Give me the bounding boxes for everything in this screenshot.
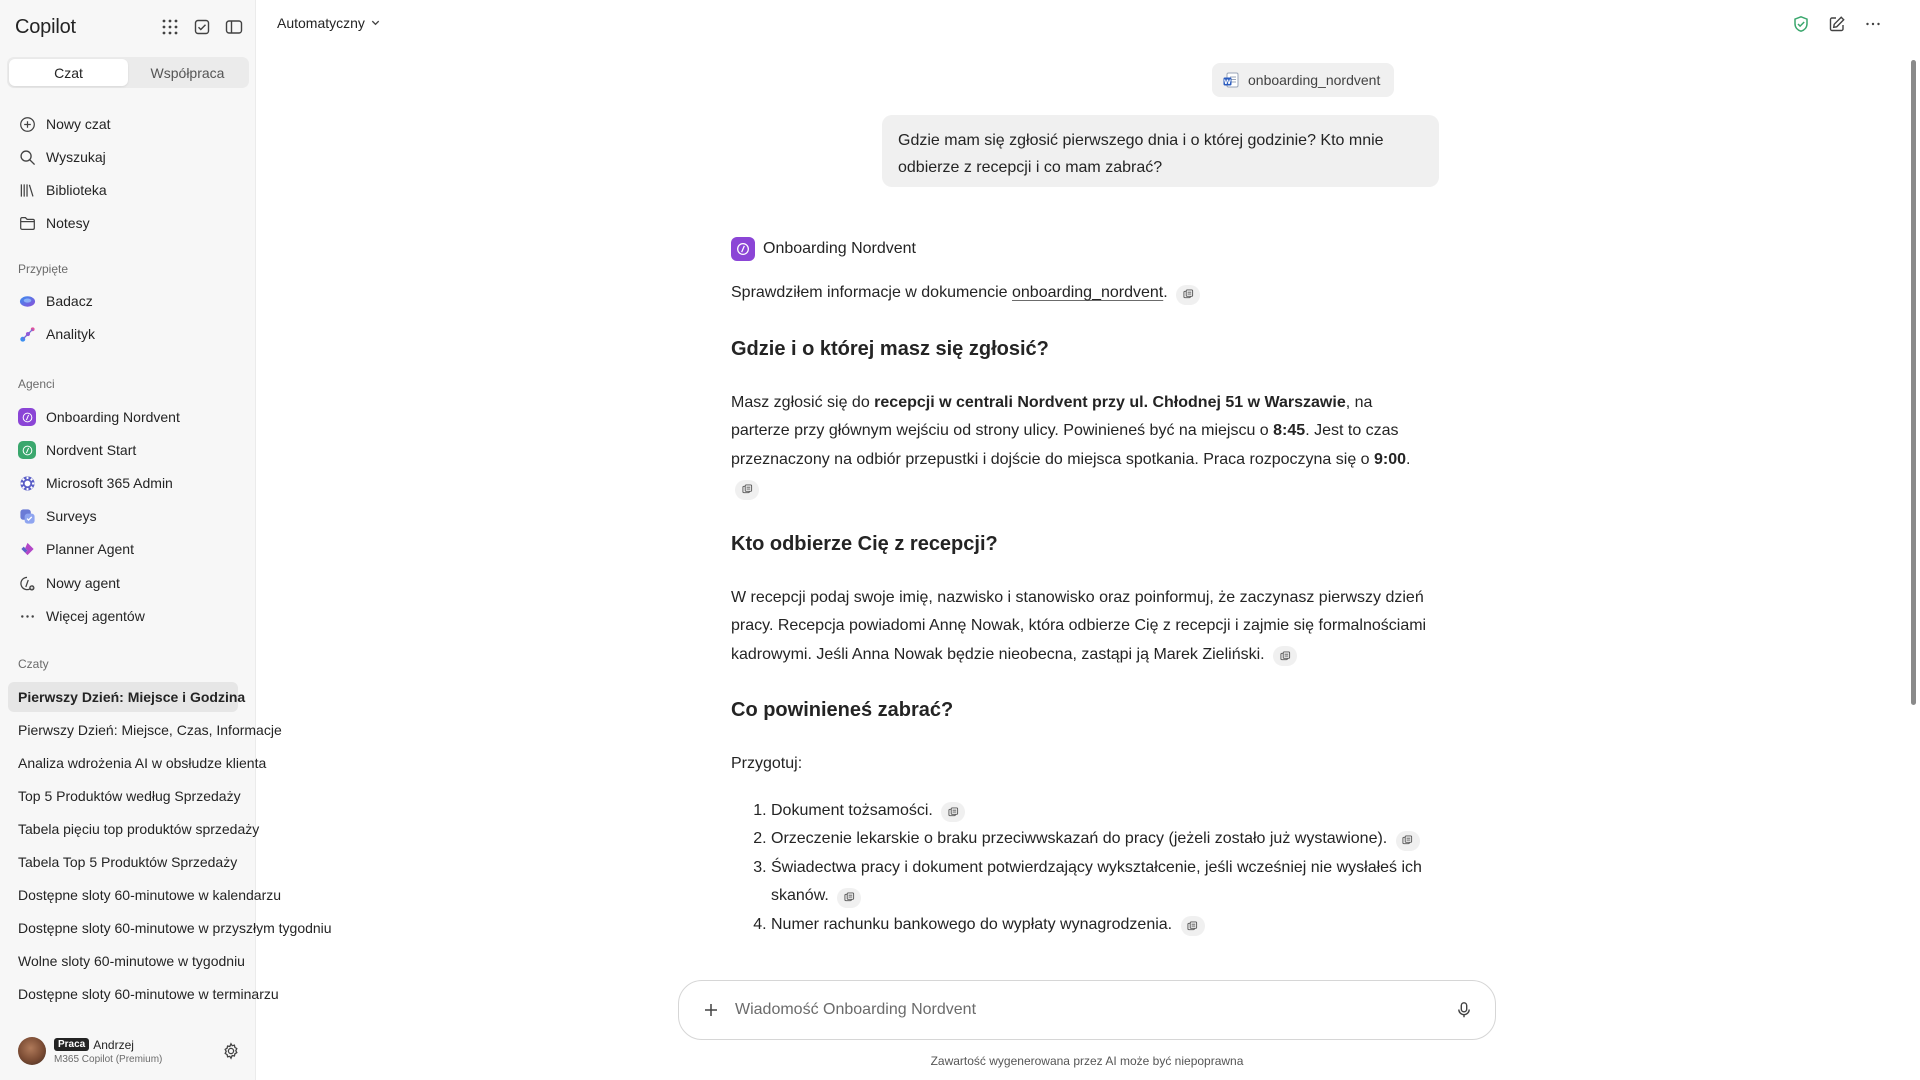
- new-chat-compose-icon[interactable]: [1826, 13, 1848, 35]
- user-plan: M365 Copilot (Premium): [54, 1053, 163, 1065]
- more-dots-icon: [18, 607, 36, 625]
- section-agents-label: Agenci: [18, 377, 55, 391]
- section-chats-label: Czaty: [18, 657, 49, 671]
- response-heading: Kto odbierze Cię z recepcji?: [731, 532, 998, 555]
- planner-icon: [18, 540, 36, 558]
- brand-row: [15, 14, 245, 40]
- nav-label: Microsoft 365 Admin: [46, 475, 173, 491]
- user-message-bubble: [882, 115, 1439, 187]
- citation-icon[interactable]: [1176, 285, 1200, 305]
- shield-check-icon[interactable]: [1790, 13, 1812, 35]
- scroll-fade: [700, 962, 1460, 982]
- chat-history-item[interactable]: Dostępne sloty 60-minutowe w kalendarzu: [18, 887, 282, 903]
- agent-item-planner[interactable]: [8, 534, 246, 564]
- nav-label: Notesy: [46, 215, 90, 231]
- citation-icon[interactable]: [941, 802, 965, 822]
- nav-label: Onboarding Nordvent: [46, 409, 180, 425]
- plus-circle-icon: [18, 115, 36, 133]
- new-agent-button[interactable]: [8, 568, 246, 598]
- library-icon: [18, 181, 36, 199]
- nav-label: Nowy czat: [46, 116, 111, 132]
- assistant-response: [731, 236, 1431, 939]
- citation-icon[interactable]: [1181, 916, 1205, 936]
- agent-item-nordvent-start[interactable]: [8, 435, 246, 465]
- nav-label: Analityk: [46, 326, 96, 342]
- chat-history-item[interactable]: Wolne sloty 60-minutowe w tygodniu: [18, 953, 245, 969]
- nav-label: Więcej agentów: [46, 608, 145, 624]
- list-item: 2. Orzeczenie lekarskie o braku przeciwwskazań do pracy (jeżeli zostało już wystawione).: [771, 825, 1431, 854]
- chat-history-item[interactable]: Pierwszy Dzień: Miejsce, Czas, Informacje: [18, 722, 282, 738]
- tasks-check-icon[interactable]: [191, 16, 213, 38]
- message-input[interactable]: [735, 1001, 1435, 1019]
- work-badge: Praca: [54, 1038, 89, 1051]
- model-label: Automatyczny: [277, 15, 365, 31]
- pinned-item-researcher[interactable]: [8, 286, 246, 316]
- response-paragraph: Przygotuj:: [731, 755, 803, 772]
- more-agents-button[interactable]: [8, 601, 246, 631]
- message-composer: [678, 980, 1496, 1040]
- search-icon: [18, 148, 36, 166]
- tab-chat[interactable]: Czat: [9, 59, 128, 86]
- citation-icon[interactable]: [837, 888, 861, 908]
- researcher-icon: [18, 292, 36, 310]
- top-actions: [1790, 13, 1884, 35]
- citation-icon[interactable]: [1273, 646, 1297, 666]
- response-intro: Sprawdziłem informacje w dokumencie onboarding_nordvent.: [731, 279, 1431, 308]
- chat-history-item[interactable]: Tabela Top 5 Produktów Sprzedaży: [18, 854, 238, 870]
- chat-history-item[interactable]: Top 5 Produktów według Sprzedaży: [18, 788, 241, 804]
- nav-library[interactable]: [8, 175, 246, 205]
- nav-label: Planner Agent: [46, 541, 134, 557]
- chat-history-item[interactable]: Dostępne sloty 60-minutowe w terminarzu: [18, 986, 279, 1002]
- list-item: 3. Świadectwa pracy i dokument potwierdzający wykształcenie, jeśli wcześniej nie wysłałeś ich skanów.: [771, 854, 1431, 911]
- nav-label: Surveys: [46, 508, 97, 524]
- response-heading: Co powinieneś zabrać?: [731, 699, 954, 721]
- model-selector[interactable]: [277, 15, 381, 31]
- settings-gear-icon[interactable]: [220, 1040, 242, 1062]
- scrollbar-thumb[interactable]: [1911, 60, 1916, 705]
- microphone-icon[interactable]: [1453, 999, 1475, 1021]
- apps-grid-icon[interactable]: [159, 16, 181, 38]
- nav-label: Nordvent Start: [46, 442, 137, 458]
- sidebar-toggle-icon[interactable]: [223, 16, 245, 38]
- agent-item-m365-admin[interactable]: [8, 468, 246, 498]
- avatar: [18, 1037, 46, 1065]
- citation-icon[interactable]: [1396, 831, 1420, 851]
- nav-label: Biblioteka: [46, 182, 107, 198]
- file-chip-label: onboarding_nordvent: [1248, 72, 1381, 88]
- nav-label: Wyszukaj: [46, 149, 106, 165]
- nav-notebooks[interactable]: [8, 208, 246, 238]
- list-item: 4. Numer rachunku bankowego do wypłaty wynagrodzenia.: [771, 911, 1431, 940]
- citation-icon[interactable]: [735, 480, 759, 500]
- add-attachment-icon[interactable]: [699, 998, 723, 1022]
- user-profile[interactable]: [18, 1036, 248, 1066]
- response-paragraph: W recepcji podaj swoje imię, nazwisko i stanowisko oraz poinformuj, że zaczynasz pierwszy dzień pracy. Recepcja powiadomi Annę Nowak, która odbierze Cię z recepcji i zajmie się formalnościami kadrowymi. Jeśli Anna Nowak będzie nieobecna, zastąpi ją Marek Zieliński.: [731, 584, 1431, 670]
- response-paragraph: Masz zgłosić się do recepcji w centrali Nordvent przy ul. Chłodnej 51 w Warszawie, na parterze przy głównym wejściu od strony ulicy. Powinieneś być na miejscu o 8:45. Jest to czas przeznaczony na odbiór przepustki i dojście do miejsca spotkania. Praca rozpoczyna się o 9:00.: [731, 389, 1431, 503]
- chat-history-item[interactable]: Analiza wdrożenia AI w obsłudze klienta: [18, 755, 267, 771]
- list-item: 1. Dokument tożsamości.: [771, 797, 1431, 826]
- agent-item-surveys[interactable]: [8, 501, 246, 531]
- tab-collaboration[interactable]: Współpraca: [150, 64, 225, 81]
- nav-label: Badacz: [46, 293, 93, 309]
- mode-switch: [7, 57, 249, 88]
- ai-disclaimer: Zawartość wygenerowana przez AI może być niepoprawna: [930, 1054, 1244, 1068]
- pinned-item-analyst[interactable]: [8, 319, 246, 349]
- app-title: Copilot: [15, 15, 76, 38]
- agent-item-onboarding-nordvent[interactable]: [8, 402, 246, 432]
- onboarding-agent-icon: [18, 408, 36, 426]
- response-heading: Gdzie i o której masz się zgłosić?: [731, 337, 1049, 360]
- user-message-text: Gdzie mam się zgłosić pierwszego dnia i o której godzinie? Kto mnie odbierze z recepcji i co mam zabrać?: [898, 132, 1384, 176]
- section-pinned-label: Przypięte: [18, 262, 69, 276]
- word-file-icon: [1222, 71, 1240, 89]
- folder-icon: [18, 214, 36, 232]
- document-link[interactable]: onboarding_nordvent: [1012, 284, 1164, 301]
- agent-header: [731, 236, 1431, 262]
- nav-search[interactable]: [8, 142, 246, 172]
- chevron-down-icon: [370, 15, 381, 31]
- chat-history-item[interactable]: Pierwszy Dzień: Miejsce i Godzina: [8, 682, 238, 712]
- user-name: Andrzej: [93, 1037, 134, 1052]
- chat-history-item[interactable]: Dostępne sloty 60-minutowe w przyszłym tygodniu: [18, 920, 332, 936]
- onboarding-agent-icon: [731, 237, 755, 261]
- new-agent-icon: [18, 574, 36, 592]
- nordvent-start-icon: [18, 441, 36, 459]
- svg-text:W: W: [1223, 78, 1232, 86]
- surveys-icon: [18, 507, 36, 525]
- nav-label: Nowy agent: [46, 575, 120, 591]
- analyst-icon: [18, 325, 36, 343]
- agent-name: Onboarding Nordvent: [763, 240, 916, 257]
- attached-file-chip[interactable]: [1212, 63, 1394, 97]
- nav-new-chat[interactable]: [8, 109, 246, 139]
- more-options-icon[interactable]: [1862, 13, 1884, 35]
- chat-history-item[interactable]: Tabela pięciu top produktów sprzedaży: [18, 821, 260, 837]
- checklist: [731, 797, 1431, 940]
- gear-admin-icon: [18, 474, 36, 492]
